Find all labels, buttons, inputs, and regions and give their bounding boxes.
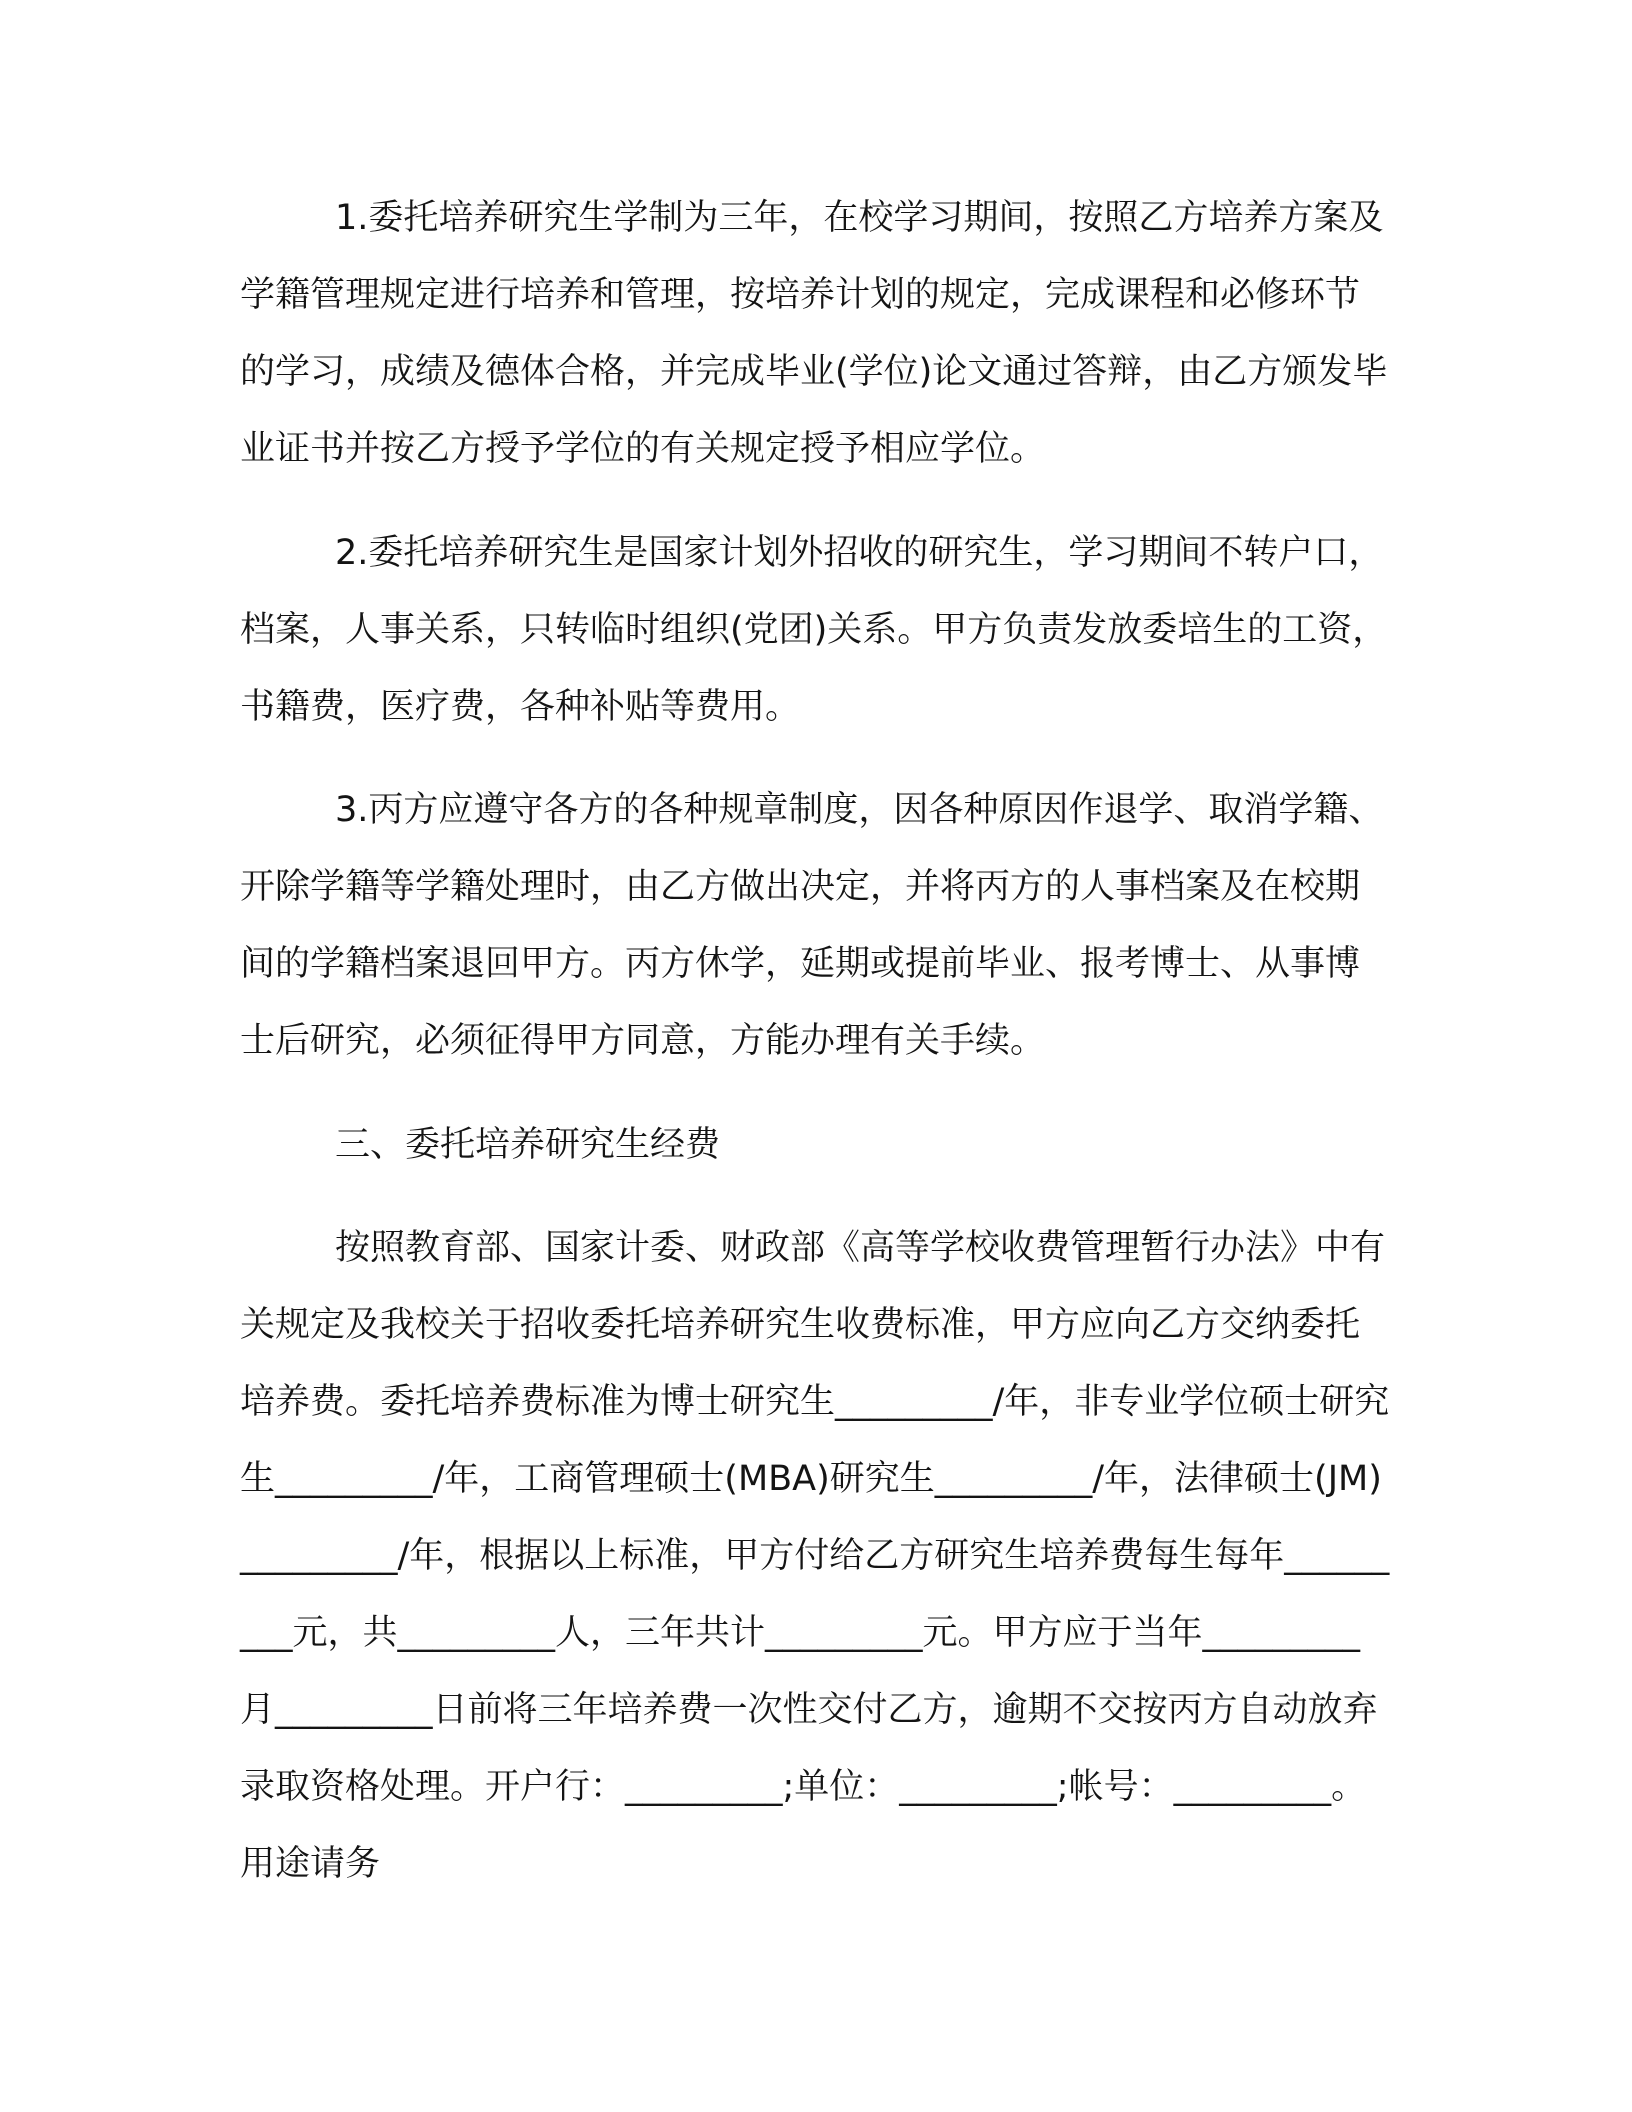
section-heading: 三、委托培养研究生经费 — [335, 1125, 721, 1165]
fee-paragraph: 按照教育部、国家计委、财政部《高等学校收费管理暂行办法》中有关规定及我校关于招收委托培养研究生收费标准，甲方应向乙方交纳委托培养费。委托培养费标准为博士研究生_________/年，非专业学位硕士研究生_________/年，工商管理硕士(MBA)研究生_________/年，法律硕士(JM)_________/年，根据以上标准，甲方付给乙方研究生培养费每生每年_________元，共_________人，三年共计_________元。甲方应于当年_________月_________日前将三年培养费一次性交付乙方，逾期不交按丙方自动放弃录取资格处理。开户行：_________;单位：_________;帐号：_________。用途请务 — [240, 1228, 1390, 1884]
paragraph-1-block — [240, 180, 1390, 488]
paragraph-3: 3.丙方应遵守各方的各种规章制度，因各种原因作退学、取消学籍、开除学籍等学籍处理时，由乙方做出决定，并将丙方的人事档案及在校期间的学籍档案退回甲方。丙方休学，延期或提前毕业、报考博士、从事博士后研究，必须征得甲方同意，方能办理有关手续。 — [240, 790, 1384, 1061]
paragraph-1: 1.委托培养研究生学制为三年，在校学习期间，按照乙方培养方案及学籍管理规定进行培养和管理，按培养计划的规定，完成课程和必修环节的学习，成绩及德体合格，并完成毕业(学位)论文通过答辩，由乙方颁发毕业证书并按乙方授予学位的有关规定授予相应学位。 — [240, 198, 1388, 469]
section-heading-block — [240, 1107, 1390, 1184]
paragraph-3-block — [240, 772, 1390, 1080]
paragraph-2-block — [240, 515, 1390, 746]
paragraph-2: 2.委托培养研究生是国家计划外招收的研究生，学习期间不转户口，档案，人事关系，只转临时组织(党团)关系。甲方负责发放委培生的工资，书籍费，医疗费，各种补贴等费用。 — [240, 533, 1388, 727]
fee-paragraph-block — [240, 1210, 1390, 1903]
